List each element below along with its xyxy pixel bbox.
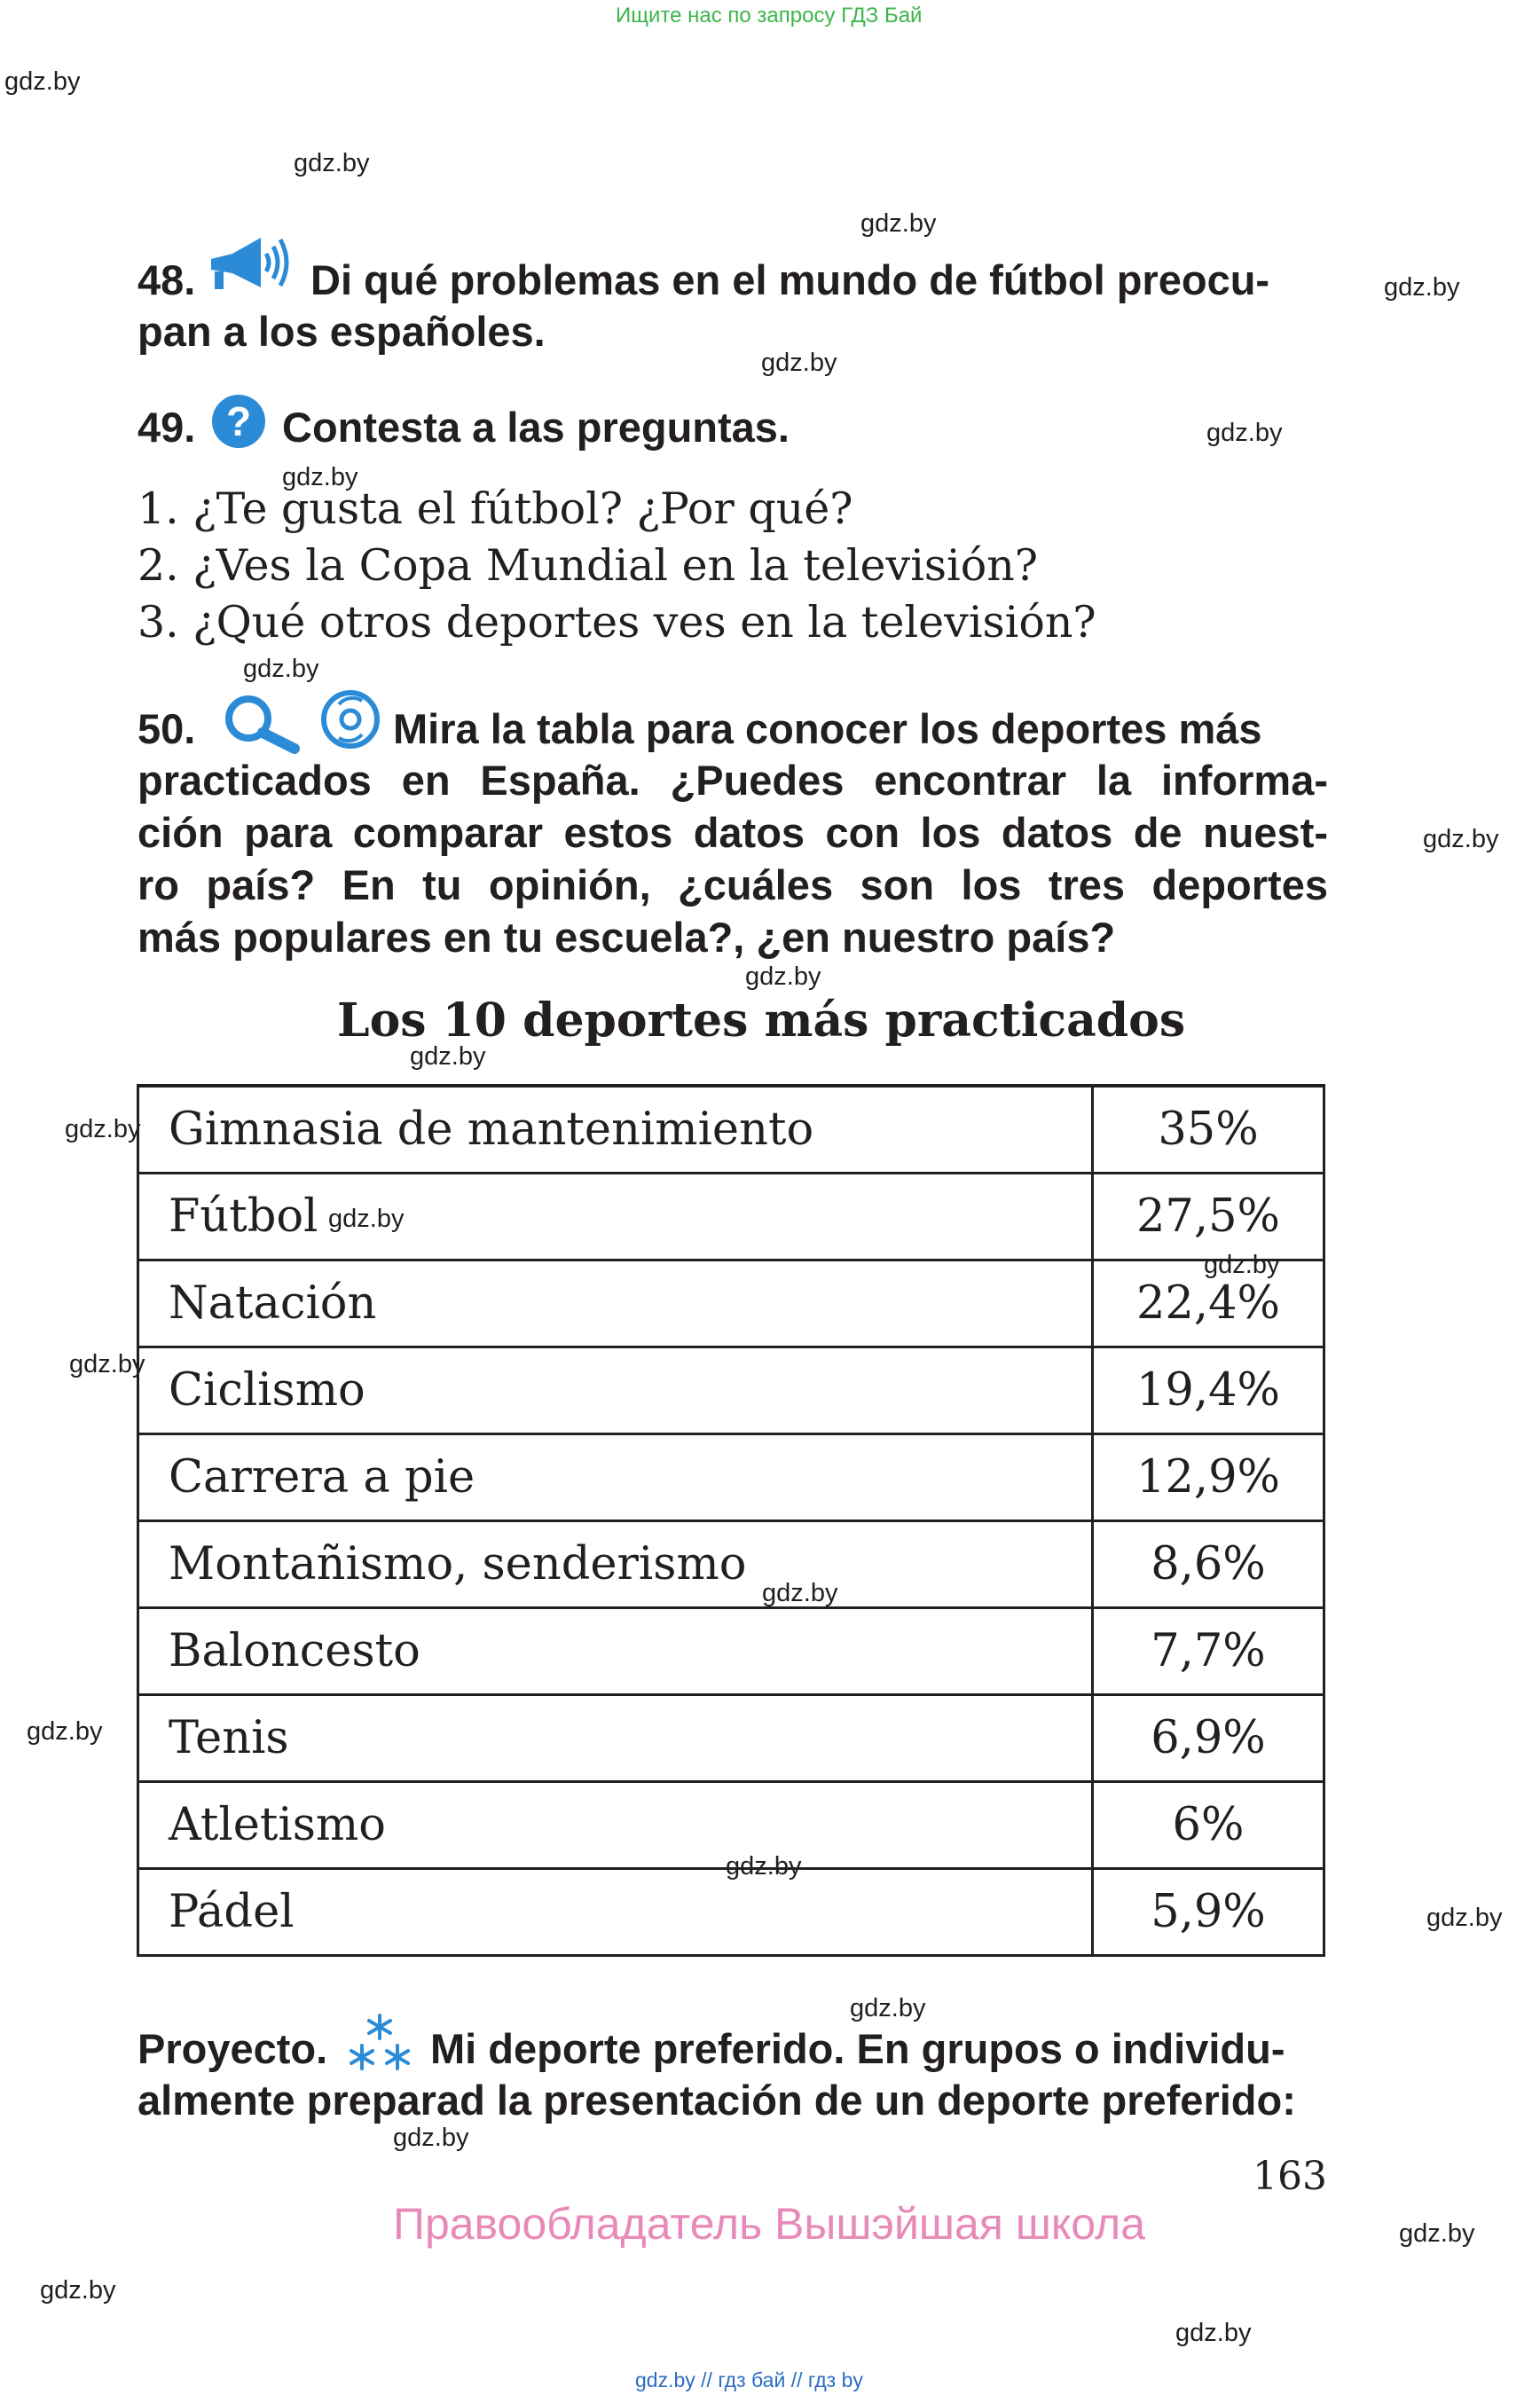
watermark: gdz.by — [65, 1115, 141, 1143]
sport-percent: 22,4% — [1093, 1260, 1324, 1347]
table-row — [138, 1695, 1324, 1782]
task-50-number: 50. — [138, 705, 196, 752]
task-48-number: 48. — [138, 256, 196, 303]
watermark: gdz.by — [410, 1042, 486, 1071]
task-50-line3: ción para comparar estos datos con los datos de nuest- — [138, 809, 1328, 856]
sport-percent: 6% — [1093, 1782, 1324, 1869]
watermark: gdz.by — [294, 149, 370, 177]
task-49-title: Contesta a las preguntas. — [282, 404, 790, 451]
project-line2: almente preparad la presentación de un deporte preferido: — [138, 2077, 1296, 2124]
watermark: gdz.by — [726, 1852, 802, 1881]
table-row — [138, 1608, 1324, 1695]
top-banner: Ищите нас по запросу ГДЗ Бай — [616, 4, 923, 27]
question-1: 1. ¿Te gusta el fútbol? ¿Por qué? — [138, 483, 853, 534]
table-row — [138, 1086, 1324, 1174]
svg-text:?: ? — [225, 398, 252, 444]
sport-percent: 6,9% — [1093, 1695, 1324, 1782]
sport-name: Montañismo, senderismo — [138, 1521, 1093, 1608]
table-row — [138, 1260, 1324, 1347]
watermark: gdz.by — [328, 1205, 405, 1233]
task-50-line5: más populares en tu escuela?, ¿en nuestro país? — [138, 914, 1116, 961]
watermark: gdz.by — [27, 1717, 103, 1746]
table-row — [138, 1869, 1324, 1956]
watermark: gdz.by — [860, 209, 937, 238]
footer-links: gdz.by // гдз бай // гдз by — [635, 2368, 863, 2391]
megaphone-icon — [206, 232, 291, 300]
watermark: gdz.by — [1426, 1904, 1503, 1932]
sport-name: Pádel — [138, 1869, 1093, 1956]
snowflake-icon — [346, 2012, 413, 2074]
table-title: Los 10 deportes más practicados — [337, 993, 1186, 1048]
sport-percent: 35% — [1093, 1086, 1324, 1174]
task-49-number: 49. — [138, 404, 196, 451]
task-50-line4: ro país? En tu opinión, ¿cuáles son los tres deportes — [138, 861, 1328, 908]
watermark: gdz.by — [761, 349, 837, 377]
table-row — [138, 1434, 1324, 1521]
sport-name: Fútbol — [138, 1174, 1093, 1260]
project-line1: Mi deporte preferido. En grupos o individu- — [430, 2025, 1285, 2072]
sport-name: Atletismo — [138, 1782, 1093, 1869]
task-50-body — [138, 754, 1328, 963]
sport-percent: 27,5% — [1093, 1174, 1324, 1260]
sport-name: Ciclismo — [138, 1347, 1093, 1434]
watermark: gdz.by — [1175, 2319, 1252, 2347]
sport-name: Baloncesto — [138, 1608, 1093, 1695]
magnifier-icon — [222, 692, 303, 754]
watermark: gdz.by — [282, 463, 358, 491]
question-icon — [210, 393, 267, 450]
cd-disc-icon — [319, 688, 381, 750]
watermark: gdz.by — [745, 962, 821, 991]
watermark: gdz.by — [393, 2124, 469, 2152]
watermark: gdz.by — [1399, 2219, 1475, 2248]
sport-percent: 7,7% — [1093, 1608, 1324, 1695]
sport-percent: 8,6% — [1093, 1521, 1324, 1608]
task-48-line2: pan a los españoles. — [138, 308, 546, 355]
table-row — [138, 1782, 1324, 1869]
page-number: 163 — [1253, 2154, 1327, 2199]
sports-table — [137, 1084, 1325, 1957]
sport-name: Tenis — [138, 1695, 1093, 1782]
task-48-line1: Di qué problemas en el mundo de fútbol preocu- — [310, 256, 1270, 303]
question-2: 2. ¿Ves la Copa Mundial en la televisión? — [138, 540, 1039, 591]
watermark: gdz.by — [40, 2276, 116, 2305]
task-50-line1: Mira la tabla para conocer los deportes más — [393, 705, 1262, 752]
table-row — [138, 1174, 1324, 1260]
watermark: gdz.by — [762, 1579, 838, 1607]
table-row — [138, 1347, 1324, 1434]
sport-percent: 12,9% — [1093, 1434, 1324, 1521]
project-label: Proyecto. — [138, 2025, 328, 2072]
task-50-line2: practicados en España. ¿Puedes encontrar la informa- — [138, 757, 1328, 804]
sport-percent: 5,9% — [1093, 1869, 1324, 1956]
watermark: gdz.by — [69, 1350, 145, 1378]
watermark: gdz.by — [1423, 825, 1499, 853]
sport-percent: 19,4% — [1093, 1347, 1324, 1434]
copyright-notice: Правообладатель Вышэйшая школа — [393, 2199, 1145, 2249]
watermark: gdz.by — [4, 67, 81, 96]
watermark: gdz.by — [243, 655, 319, 683]
watermark: gdz.by — [1206, 419, 1283, 447]
table-row — [138, 1521, 1324, 1608]
watermark: gdz.by — [1384, 273, 1460, 302]
sport-name: Carrera a pie — [138, 1434, 1093, 1521]
watermark: gdz.by — [1204, 1251, 1280, 1279]
sport-name: Natación — [138, 1260, 1093, 1347]
watermark: gdz.by — [850, 1994, 926, 2022]
sport-name: Gimnasia de mantenimiento — [138, 1086, 1093, 1174]
question-3: 3. ¿Qué otros deportes ves en la televisión? — [138, 597, 1096, 648]
